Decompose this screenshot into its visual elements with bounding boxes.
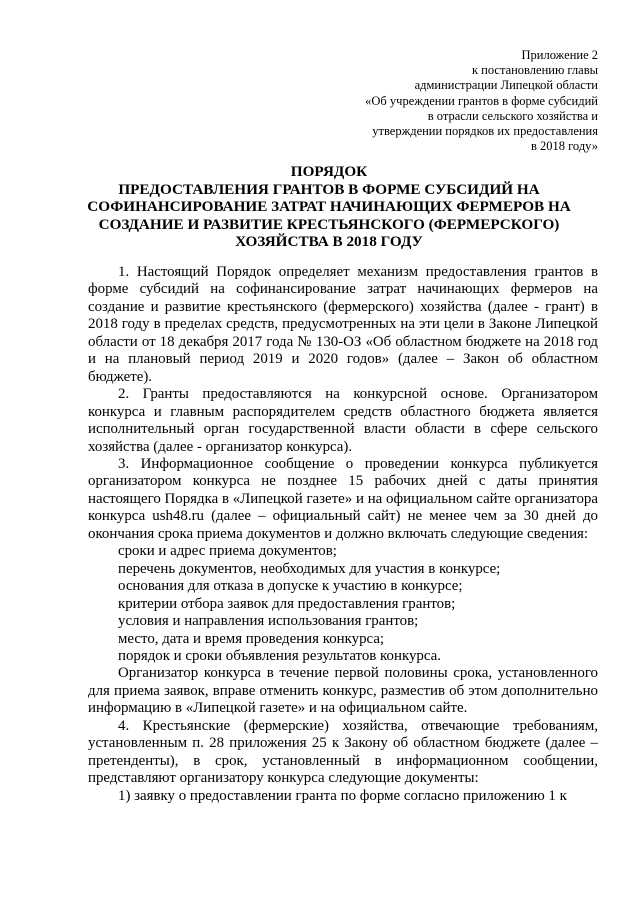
document-title [60,163,598,251]
appendix-header-line: администрации Липецкой области [414,78,598,93]
paragraph-4-item-1: 1) заявку о предоставлении гранта по форме согласно приложению 1 к [118,787,567,804]
list-item: условия и направления использования грантов; [118,613,419,630]
list-item: критерии отбора заявок для предоставления грантов; [118,595,456,612]
appendix-header-line: к постановлению главы [471,63,598,78]
title-line: ПРЕДОСТАВЛЕНИЯ ГРАНТОВ В ФОРМЕ СУБСИДИЙ НА [118,180,540,198]
list-item: место, дата и время проведения конкурса; [118,630,385,647]
title-line: СОЗДАНИЕ И РАЗВИТИЕ КРЕСТЬЯНСКОГО (ФЕРМЕРСКОГО) [98,215,560,233]
title-line: СОФИНАНСИРОВАНИЕ ЗАТРАТ НАЧИНАЮЩИХ ФЕРМЕРОВ НА [87,198,571,216]
appendix-header [365,48,598,154]
title-line: ПОРЯДОК [290,163,368,180]
appendix-header-line: в отрасли сельского хозяйства и [427,108,598,123]
paragraph-2: 2. Гранты предоставляются на конкурсной основе. Организатором конкурса и главным распорядителем средств областного бюджета является исполнительный орган государственной власти области в сфере сельского хозяйства (далее - организатор конкурса). [88,386,598,455]
paragraph-4: 4. Крестьянские (фермерские) хозяйства, отвечающие требованиям, установленным п. 28 приложения 25 к Закону об областном бюджете (далее – претенденты), в срок, установленный в информационном сообщении, представляют организатору конкурса следующие документы: [88,717,598,787]
appendix-header-line: в 2018 году» [530,139,598,154]
paragraph-1: 1. Настоящий Порядок определяет механизм предоставления грантов в форме субсидий на софинансирование затрат начинающих фермеров на создание и развитие крестьянского (фермерского) хозяйства (далее - грант) в 2018 году в пределах средств, предусмотренных на эти цели в Законе Липецкой области от 18 декабря 2017 года № 130-ОЗ «Об областном бюджете на 2018 год и на плановый период 2019 и 2020 годов» (далее – Закон об областном бюджете). [88,264,598,385]
appendix-header-line: «Об учреждении грантов в форме субсидий [365,93,598,108]
paragraph-organizer: Организатор конкурса в течение первой половины срока, установленного для приема заявок, вправе отменить конкурс, разместив об этом дополнительно информацию в «Липецкой газете» и на официальном сайте. [88,665,598,717]
title-line: ХОЗЯЙСТВА В 2018 ГОДУ [235,233,423,251]
document-body [88,264,598,805]
list-item: порядок и сроки объявления результатов конкурса. [118,647,441,664]
list-item: основания для отказа в допуске к участию в конкурсе; [118,578,463,595]
appendix-header-line: утверждении порядков их предоставления [372,124,598,139]
paragraph-3: 3. Информационное сообщение о проведении конкурса публикуется организатором конкурса не позднее 15 рабочих дней с даты принятия настоящего Порядка в «Липецкой газете» и на официальном сайте организатора конкурса ush48.ru (далее – официальный сайт) не менее чем за 30 дней до окончания срока приема документов и должно включать следующие сведения: [88,455,598,542]
list-item: перечень документов, необходимых для участия в конкурсе; [118,560,501,577]
appendix-header-line: Приложение 2 [521,48,598,62]
list-item: сроки и адрес приема документов; [118,543,337,560]
